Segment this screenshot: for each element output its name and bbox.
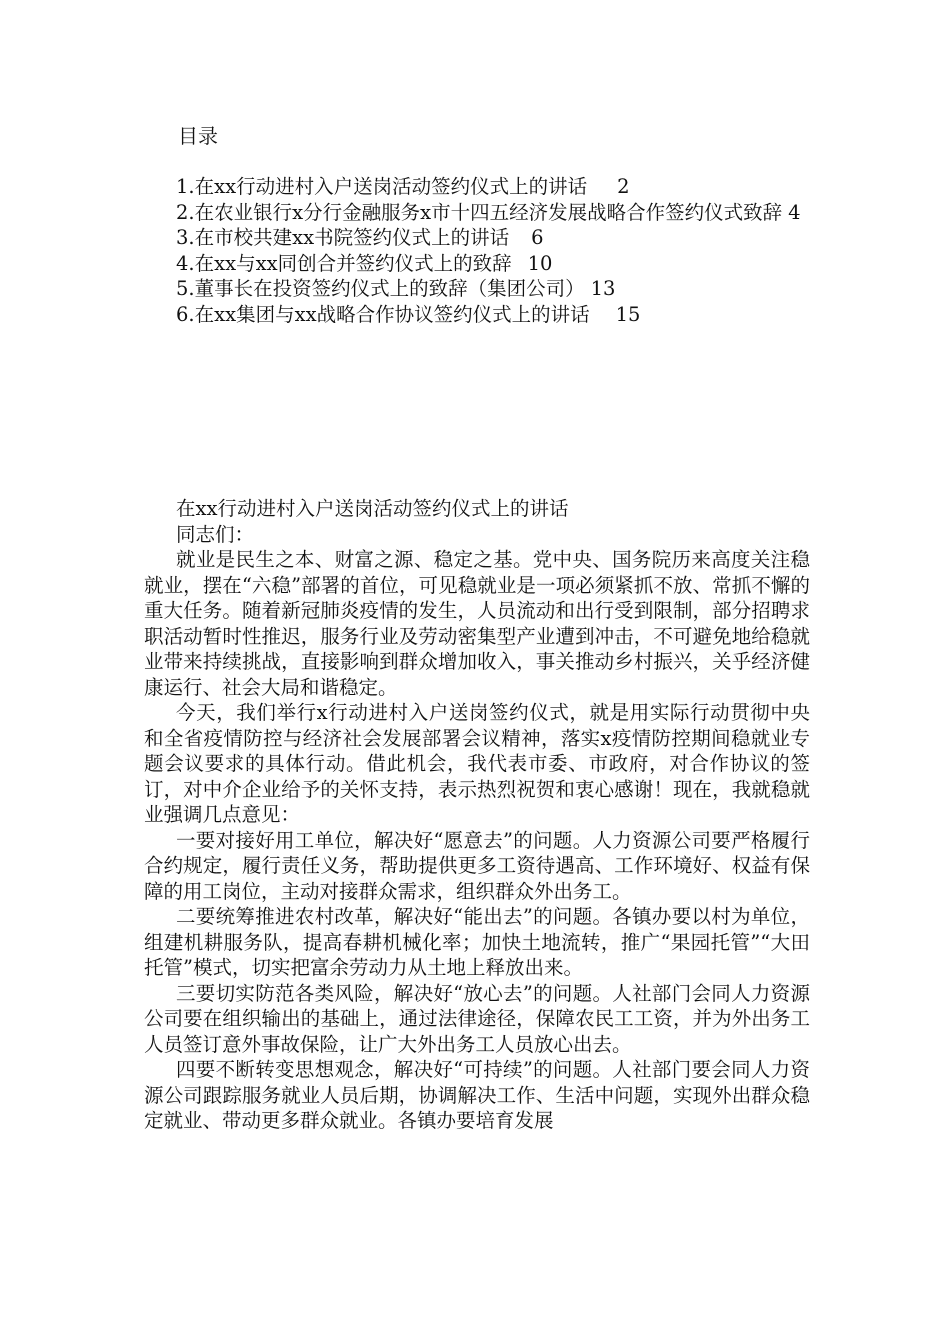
toc-item[interactable] xyxy=(144,225,810,251)
toc-item[interactable] xyxy=(144,251,810,277)
paragraph: 今天，我们举行x行动进村入户送岗签约仪式，就是用实际行动贯彻中央和全省疫情防控与经济社会发展部署会议精神，落实x疫情防控期间稳就业专题会议要求的具体行动。借此机会，我代表市委、市政府，对合作协议的签订，对中介企业给予的关怀支持，表示热烈祝贺和衷心感谢！现在，我就稳就业强调几点意见： xyxy=(144,701,810,826)
toc-item-page: 2 xyxy=(617,175,630,198)
toc-item-text: 4.在xx与xx同创合并签约仪式上的致辞 xyxy=(176,251,512,275)
toc-item[interactable] xyxy=(144,302,810,328)
toc-item[interactable] xyxy=(144,200,810,226)
toc-item[interactable] xyxy=(144,276,810,302)
article xyxy=(144,496,810,1134)
toc-item-text: 6.在xx集团与xx战略合作协议签约仪式上的讲话 xyxy=(176,302,590,326)
paragraph: 一要对接好用工单位，解决好“愿意去”的问题。人力资源公司要严格履行合约规定，履行责任义务，帮助提供更多工资待遇高、工作环境好、权益有保障的用工岗位，主动对接群众需求，组织群众外出务工。 xyxy=(144,828,810,903)
toc-item[interactable] xyxy=(144,174,810,200)
article-title: 在xx行动进村入户送岗活动签约仪式上的讲话 xyxy=(176,497,569,520)
toc-item-text: 5.董事长在投资签约仪式上的致辞（集团公司） xyxy=(176,277,585,300)
toc-item-page: 15 xyxy=(615,302,641,326)
toc-item-text: 3.在市校共建xx书院签约仪式上的讲话 xyxy=(176,226,510,249)
toc-item-page: 4 xyxy=(788,200,801,224)
table-of-contents xyxy=(144,174,810,327)
paragraph: 四要不断转变思想观念，解决好“可持续”的问题。人社部门要会同人力资源公司跟踪服务就业人员后期，协调解决工作、生活中问题，实现外出群众稳定就业、带动更多群众就业。各镇办要培育发展 xyxy=(144,1058,810,1132)
toc-title: 目录 xyxy=(178,124,218,148)
paragraph: 就业是民生之本、财富之源、稳定之基。党中央、国务院历来高度关注稳就业，摆在“六稳”部署的首位，可见稳就业是一项必须紧抓不放、常抓不懈的重大任务。随着新冠肺炎疫情的发生，人员流动和出行受到限制，部分招聘求职活动暂时性推迟，服务行业及劳动密集型产业遭到冲击，不可避免地给稳就业带来持续挑战，直接影响到群众增加收入，事关推动乡村振兴，关乎经济健康运行、社会大局和谐稳定。 xyxy=(144,548,810,699)
paragraph: 二要统筹推进农村改革，解决好“能出去”的问题。各镇办要以村为单位，组建机耕服务队，提高春耕机械化率；加快土地流转，推广“果园托管”“大田托管”模式，切实把富余劳动力从土地上释放出来。 xyxy=(144,905,810,979)
paragraph: 三要切实防范各类风险，解决好“放心去”的问题。人社部门会同人力资源公司要在组织输出的基础上，通过法律途径，保障农民工工资，并为外出务工人员签订意外事故保险，让广大外出务工人员放心出去。 xyxy=(144,981,810,1056)
toc-item-page: 13 xyxy=(590,277,616,300)
toc-item-page: 6 xyxy=(531,226,544,249)
toc-item-page: 10 xyxy=(527,251,553,275)
salutation: 同志们： xyxy=(176,522,255,546)
toc-item-text: 1.在xx行动进村入户送岗活动签约仪式上的讲话 xyxy=(176,175,588,198)
toc-item-text: 2.在农业银行x分行金融服务x市十四五经济发展战略合作签约仪式致辞 xyxy=(176,200,783,224)
